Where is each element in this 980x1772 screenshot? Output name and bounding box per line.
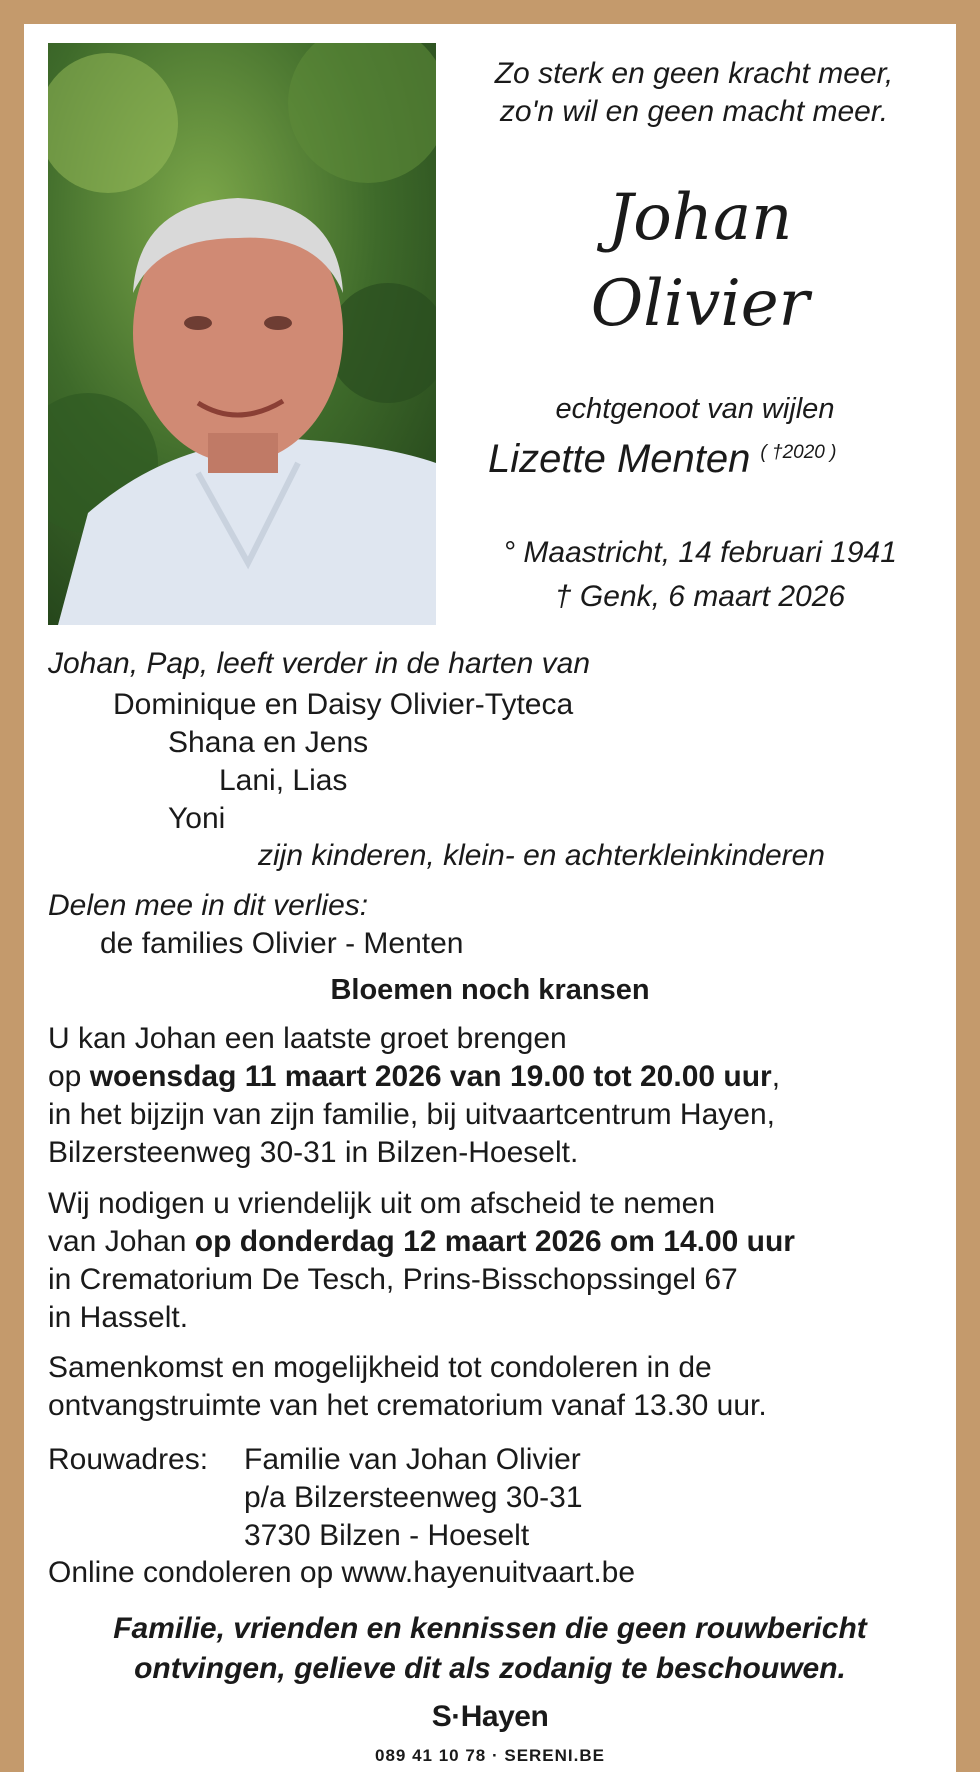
family-relation: zijn kinderen, klein- en achterkleinkinderen <box>258 839 825 872</box>
address-line-2: p/a Bilzersteenweg 30-31 <box>244 1481 583 1514</box>
share-intro: Delen mee in dit verlies: <box>48 889 369 922</box>
farewell-line-3: in Crematorium De Tesch, Prins-Bisschopssingel 67 <box>48 1263 738 1296</box>
gathering-line-2: ontvangstruimte van het crematorium vanaf 13.30 uur. <box>48 1389 767 1422</box>
quote-line-2: zo'n wil en geen macht meer. <box>499 95 889 128</box>
family-line-1: Dominique en Daisy Olivier-Tyteca <box>113 688 574 721</box>
farewell-datetime: op donderdag 12 maart 2026 om 14.00 uur <box>194 1225 795 1258</box>
visitation-line-4: Bilzersteenweg 30-31 in Bilzen-Hoeselt. <box>48 1136 579 1169</box>
notice-line-2: ontvingen, gelieve dit als zodanig te beschouwen. <box>134 1652 846 1685</box>
deceased-name <box>500 175 900 347</box>
family-line-3: Lani, Lias <box>219 764 348 797</box>
spouse-death-note: ( †2020 ) <box>760 441 837 463</box>
address-line-3: 3730 Bilzen - Hoeselt <box>244 1519 530 1552</box>
family-line-2: Shana en Jens <box>168 726 369 759</box>
contact-info: 089 41 10 78 · SERENI.BE <box>374 1746 605 1765</box>
notice <box>0 1609 980 1689</box>
portrait-image <box>48 43 436 625</box>
no-flowers: Bloemen noch kransen <box>330 974 650 1006</box>
family-intro: Johan, Pap, leeft verder in de harten van <box>48 647 591 680</box>
birth-info: ° Maastricht, 14 februari 1941 <box>503 536 897 569</box>
family-line-4: Yoni <box>168 802 226 835</box>
visitation-datetime: woensdag 11 maart 2026 van 19.00 tot 20.00 uur <box>89 1060 772 1093</box>
brand-logo: S·Hayen <box>431 1700 549 1733</box>
spouse-intro: echtgenoot van wijlen <box>555 393 835 425</box>
address-line-1: Familie van Johan Olivier <box>244 1443 581 1476</box>
death-info: † Genk, 6 maart 2026 <box>554 580 846 613</box>
spouse-name: Lizette Menten <box>488 437 751 481</box>
spouse <box>488 437 836 482</box>
notice-line-1: Familie, vrienden en kennissen die geen rouwbericht <box>113 1612 867 1645</box>
quote <box>430 55 958 131</box>
quote-line-1: Zo sterk en geen kracht meer, <box>494 57 894 90</box>
last-name: Olivier <box>590 267 810 341</box>
visitation-line-3: in het bijzijn van zijn familie, bij uitvaartcentrum Hayen, <box>48 1098 775 1131</box>
farewell-line-1: Wij nodigen u vriendelijk uit om afscheid te nemen <box>48 1187 716 1220</box>
visitation-line-2: op woensdag 11 maart 2026 van 19.00 tot 20.00 uur, <box>48 1060 781 1093</box>
portrait-photo <box>48 43 436 625</box>
online-condolences: Online condoleren op www.hayenuitvaart.be <box>48 1556 636 1589</box>
farewell-line-2: van Johan op donderdag 12 maart 2026 om 14.00 uur <box>48 1225 795 1258</box>
share-families: de families Olivier - Menten <box>100 927 464 960</box>
farewell-line-4: in Hasselt. <box>48 1301 189 1334</box>
visitation-line-1: U kan Johan een laatste groet brengen <box>48 1022 567 1055</box>
gathering-line-1: Samenkomst en mogelijkheid tot condoleren in de <box>48 1351 712 1384</box>
address-label: Rouwadres: <box>48 1443 209 1476</box>
first-name: Johan <box>607 181 793 255</box>
